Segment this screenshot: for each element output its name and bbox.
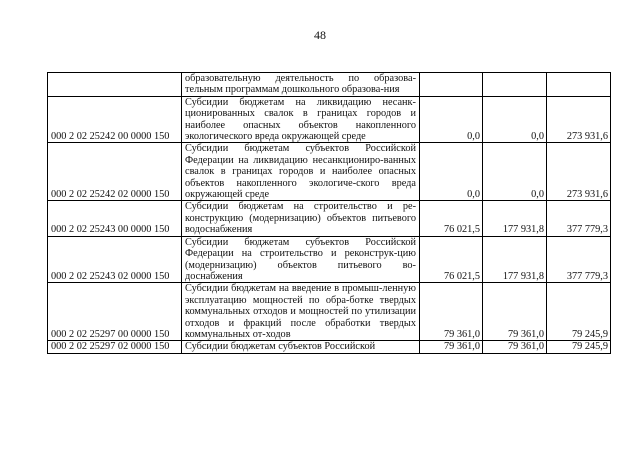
value-cell-2: 79 361,0: [483, 283, 547, 341]
value-cell-2: [483, 73, 547, 97]
value-cell-2: 0,0: [483, 96, 547, 143]
value-cell-2: 0,0: [483, 143, 547, 201]
code-cell: [48, 73, 182, 97]
value-cell-1: 79 361,0: [420, 283, 483, 341]
code-cell: 000 2 02 25297 00 0000 150: [48, 283, 182, 341]
table-row: [48, 96, 611, 143]
description-cell: Субсидии бюджетам субъектов Российской: [182, 341, 420, 353]
value-cell-3: 377 779,3: [547, 201, 611, 236]
description-cell: образовательную деятельность по образова-тельным программам дошкольного образова-ния: [182, 73, 420, 97]
code-cell: 000 2 02 25242 02 0000 150: [48, 143, 182, 201]
code-cell: 000 2 02 25243 02 0000 150: [48, 236, 182, 283]
table-row: [48, 73, 611, 97]
value-cell-1: 76 021,5: [420, 236, 483, 283]
value-cell-2: 79 361,0: [483, 341, 547, 353]
value-cell-3: 273 931,6: [547, 96, 611, 143]
value-cell-3: 79 245,9: [547, 283, 611, 341]
code-cell: 000 2 02 25243 00 0000 150: [48, 201, 182, 236]
code-cell: 000 2 02 25297 02 0000 150: [48, 341, 182, 353]
value-cell-1: 76 021,5: [420, 201, 483, 236]
value-cell-3: 79 245,9: [547, 341, 611, 353]
budget-table: [47, 72, 611, 354]
description-cell: Субсидии бюджетам на строительство и ре-конструкцию (модернизацию) объектов питьевого водоснабжения: [182, 201, 420, 236]
value-cell-1: [420, 73, 483, 97]
description-cell: Субсидии бюджетам на введение в промыш-ленную эксплуатацию мощностей по обра-ботке твердых коммунальных отходов и мощностей по утилизации отходов и фракций после обработки твердых коммунальных от-ходов: [182, 283, 420, 341]
description-cell: Субсидии бюджетам на ликвидацию несанк-ционированных свалок в границах городов и наиболее опасных объектов накопленного экологического вреда окружающей среде: [182, 96, 420, 143]
code-cell: 000 2 02 25242 00 0000 150: [48, 96, 182, 143]
value-cell-2: 177 931,8: [483, 236, 547, 283]
value-cell-1: 79 361,0: [420, 341, 483, 353]
value-cell-2: 177 931,8: [483, 201, 547, 236]
description-cell: Субсидии бюджетам субъектов Российской Федерации на строительство и реконструк-цию (модернизацию) объектов питьевого во-доснабжения: [182, 236, 420, 283]
value-cell-3: 377 779,3: [547, 236, 611, 283]
table-row: [48, 341, 611, 353]
table-row: [48, 283, 611, 341]
table-row: [48, 143, 611, 201]
description-cell: Субсидии бюджетам субъектов Российской Федерации на ликвидацию несанкциониро-ванных свалок в границах городов и наиболее опасных объектов накопленного экологиче-ского вреда окружающей среде: [182, 143, 420, 201]
value-cell-1: 0,0: [420, 143, 483, 201]
page-number: 48: [314, 28, 326, 42]
value-cell-3: 273 931,6: [547, 143, 611, 201]
table-row: [48, 201, 611, 236]
value-cell-3: [547, 73, 611, 97]
value-cell-1: 0,0: [420, 96, 483, 143]
table-row: [48, 236, 611, 283]
